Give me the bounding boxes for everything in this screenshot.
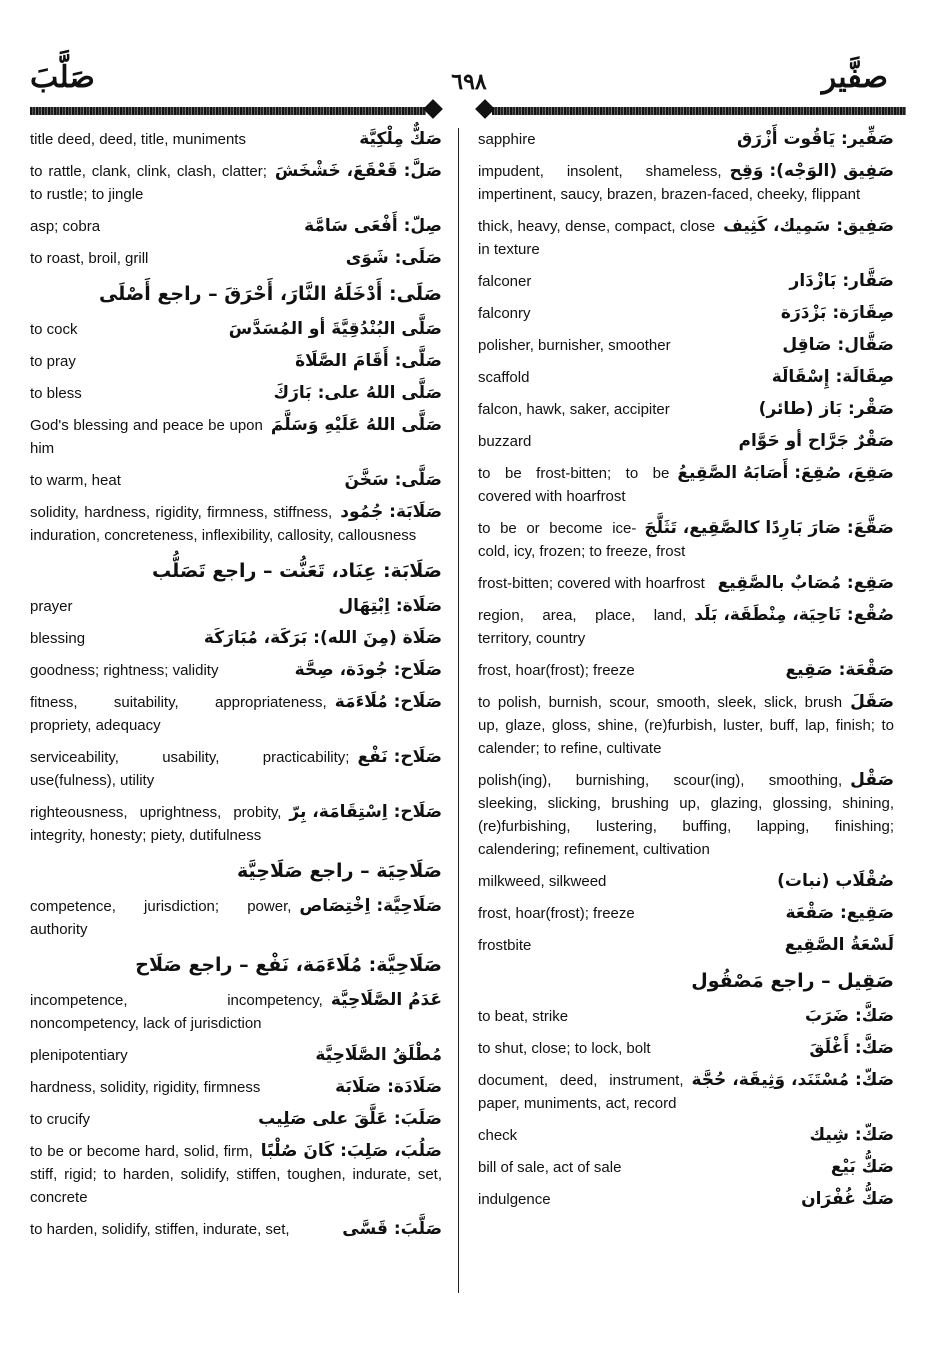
arabic-headword: صِقَارَة: بَزْدَرَة bbox=[780, 303, 894, 323]
english-definition: indulgence bbox=[478, 1191, 551, 1208]
english-definition: polish(ing), burnishing, scour(ing), smoothing, sleeking, slicking, brushing up, glazing, glossing, shining, (re)furbishing, lustering, buffing, lapping, finishing; calendering; refinement, cultivation bbox=[478, 772, 894, 858]
dictionary-entry bbox=[30, 627, 442, 650]
dictionary-entry bbox=[478, 1124, 894, 1147]
english-definition: competence, jurisdiction; power, authority bbox=[30, 898, 292, 938]
arabic-headword: صَقْل bbox=[850, 770, 894, 790]
dictionary-entry bbox=[478, 128, 894, 151]
dictionary-entry bbox=[30, 160, 442, 206]
arabic-headword: صَلَّى اللهُ على: بَارَكَ bbox=[273, 383, 442, 403]
dictionary-entry bbox=[478, 270, 894, 293]
english-definition: milkweed, silkweed bbox=[478, 873, 607, 890]
arabic-headword: صَقَّعَ: صَارَ بَارِدًا كالصَّقِيع، تَثَلَّجَ bbox=[644, 518, 894, 538]
english-definition: to cock bbox=[30, 321, 78, 338]
english-definition: plenipotentiary bbox=[30, 1047, 128, 1064]
english-definition: to rattle, clank, clink, clash, clatter; to rustle; to jingle bbox=[30, 163, 267, 203]
english-definition: scaffold bbox=[478, 369, 530, 386]
arabic-headword: صَقَّار: بَازْدَار bbox=[789, 271, 894, 291]
dictionary-entry bbox=[478, 160, 894, 206]
arabic-headword: مُطْلَقُ الصَّلَاحِيَّة bbox=[315, 1045, 442, 1065]
arabic-headword: عَدَمُ الصَّلَاحِيَّة bbox=[330, 990, 442, 1010]
dictionary-entry bbox=[478, 430, 894, 453]
arabic-headword: صَقْر: بَاز (طائر) bbox=[758, 399, 894, 419]
dictionary-entry bbox=[478, 691, 894, 760]
english-definition: righteousness, uprightness, probity, integrity, honesty; piety, dutifulness bbox=[30, 804, 282, 844]
arabic-headword: صَقِيل – راجع مَصْقُول bbox=[691, 970, 894, 992]
arabic-headword: صَكَّ: ضَرَبَ bbox=[804, 1006, 894, 1026]
english-definition: asp; cobra bbox=[30, 218, 101, 235]
arabic-headword: صَلَاحِيَّة: اِخْتِصَاص bbox=[299, 896, 442, 916]
english-definition: to roast, broil, grill bbox=[30, 250, 149, 267]
page-number: ٦٩٨ bbox=[451, 69, 487, 94]
dictionary-entry bbox=[30, 382, 442, 405]
english-definition: thick, heavy, dense, compact, close in texture bbox=[478, 218, 716, 258]
arabic-headword: صَلَاح: اِسْتِقَامَة، بِرّ bbox=[289, 802, 442, 822]
arabic-headword: صَفِّير: يَاقُوت أَزْرَق bbox=[736, 129, 894, 149]
english-definition: falcon, hawk, saker, accipiter bbox=[478, 401, 670, 418]
english-definition: to bless bbox=[30, 385, 82, 402]
arabic-headword: صَقَلَ bbox=[850, 692, 894, 712]
english-definition: buzzard bbox=[478, 433, 532, 450]
dictionary-entry bbox=[30, 556, 442, 586]
arabic-headword: صَقْرٌ جَرَّاح أو حَوَّام bbox=[738, 431, 894, 451]
english-definition: to be or become ice-cold, icy, frozen; to freeze, frost bbox=[478, 520, 686, 560]
arabic-headword: لَسْعَةُ الصَّقِيع bbox=[784, 935, 894, 955]
arabic-headword: صَكَّ: أَغْلَقَ bbox=[809, 1038, 894, 1058]
dictionary-entry bbox=[478, 334, 894, 357]
arabic-headword: صُقْع: نَاحِيَة، مِنْطَقَة، بَلَد bbox=[694, 605, 894, 625]
arabic-headword: صَلَاة (مِنَ الله): بَرَكَة، مُبَارَكَة bbox=[203, 628, 442, 648]
arabic-headword: صَلُبَ، صَلِبَ: كَانَ صُلْبًا bbox=[260, 1141, 442, 1161]
english-definition: title deed, deed, title, muniments bbox=[30, 131, 246, 148]
dictionary-entry bbox=[478, 1005, 894, 1028]
english-definition: hardness, solidity, rigidity, firmness bbox=[30, 1079, 261, 1096]
arabic-headword: صَقَّال: صَاقِل bbox=[782, 335, 894, 355]
arabic-headword: صَلَاحِيَّة: مُلَاءَمَة، نَفْع – راجع صَلَاح bbox=[135, 954, 442, 976]
dictionary-entry bbox=[30, 856, 442, 886]
diamond-ornament-icon bbox=[475, 99, 495, 119]
dictionary-entry bbox=[478, 1037, 894, 1060]
english-definition: to be frost-bitten; to be covered with hoarfrost bbox=[478, 465, 670, 505]
english-definition: falconer bbox=[478, 273, 532, 290]
english-definition: to shut, close; to lock, bolt bbox=[478, 1040, 651, 1057]
dictionary-entry bbox=[30, 1044, 442, 1067]
english-definition: polisher, burnisher, smoother bbox=[478, 337, 671, 354]
dictionary-entry bbox=[478, 659, 894, 682]
dictionary-entry bbox=[478, 966, 894, 996]
arabic-headword: صَلَى: شَوَى bbox=[345, 248, 442, 268]
dictionary-entry bbox=[30, 279, 442, 309]
arabic-headword: صَلَاح: نَفْع bbox=[357, 747, 442, 767]
arabic-headword: صَلَابَة: عِنَاد، تَعَنُّت – راجع تَصَلُّب bbox=[151, 560, 442, 582]
arabic-headword: صَفِيق (الوَجْه): وَقِح bbox=[729, 161, 894, 181]
english-definition: incompetence, incompetency, noncompetency, lack of jurisdiction bbox=[30, 992, 323, 1032]
dictionary-entry bbox=[30, 247, 442, 270]
english-definition: frostbite bbox=[478, 937, 532, 954]
dictionary-entry bbox=[478, 302, 894, 325]
dictionary-entry bbox=[30, 989, 442, 1035]
right-running-headword: صفَّير bbox=[821, 61, 888, 94]
english-definition: to beat, strike bbox=[478, 1008, 569, 1025]
dictionary-entry bbox=[478, 215, 894, 261]
dictionary-entry bbox=[478, 870, 894, 893]
english-definition: to pray bbox=[30, 353, 76, 370]
english-definition: frost, hoar(frost); freeze bbox=[478, 905, 635, 922]
arabic-headword: صَكُّ غُفْرَان bbox=[801, 1189, 894, 1209]
dictionary-entry bbox=[478, 769, 894, 861]
arabic-headword: صِقَالَة: إِسْقَالَة bbox=[771, 367, 894, 387]
english-definition: region, area, place, land, territory, country bbox=[478, 607, 687, 647]
dictionary-entry bbox=[478, 1188, 894, 1211]
header-rule-right bbox=[478, 104, 906, 118]
english-definition: falconry bbox=[478, 305, 531, 322]
english-definition: impudent, insolent, shameless, impertinent, saucy, brazen, brazen-faced, cheeky, flippant bbox=[478, 163, 861, 203]
arabic-headword: صَكّ: شِيك bbox=[809, 1125, 894, 1145]
english-definition: blessing bbox=[30, 630, 86, 647]
english-definition: solidity, hardness, rigidity, firmness, stiffness, induration, concreteness, inflexibility, callosity, callousness bbox=[30, 504, 417, 544]
arabic-headword: صَلَاة: اِبْتِهَال bbox=[338, 596, 442, 616]
dictionary-entry bbox=[30, 746, 442, 792]
arabic-headword: صَلَّى اللهُ عَلَيْهِ وَسَلَّمَ bbox=[270, 415, 442, 435]
arabic-headword: صَلَابَة: جُمُود bbox=[340, 502, 442, 522]
english-definition: to be or become hard, solid, firm, stiff, rigid; to harden, solidify, stiffen, toughen, indurate, set, concrete bbox=[30, 1143, 442, 1206]
diamond-ornament-icon bbox=[423, 99, 443, 119]
english-definition: sapphire bbox=[478, 131, 536, 148]
right-column bbox=[478, 128, 894, 1220]
english-definition: document, deed, instrument, paper, muniments, act, record bbox=[478, 1072, 684, 1112]
dictionary-entry bbox=[30, 801, 442, 847]
arabic-headword: صَقْعَة: صَقِيع bbox=[785, 660, 894, 680]
arabic-headword: صَلَّى البُنْدُقِيَّةَ أو المُسَدَّسَ bbox=[228, 319, 442, 339]
arabic-headword: صَفِيق: سَمِيك، كَثِيف bbox=[723, 216, 894, 236]
english-definition: serviceability, usability, practicability; use(fulness), utility bbox=[30, 749, 350, 789]
column-divider bbox=[458, 128, 459, 1293]
english-definition: to polish, burnish, scour, smooth, sleek, slick, brush up, glaze, gloss, shine, (re)furbish, luster, buff, lap, finish; to calender; to refine, cultivate bbox=[478, 694, 894, 757]
dictionary-entry bbox=[30, 318, 442, 341]
arabic-headword: صُقْلَاب (نبات) bbox=[777, 871, 894, 891]
dictionary-entry bbox=[30, 595, 442, 618]
english-definition: to crucify bbox=[30, 1111, 91, 1128]
english-definition: God's blessing and peace be upon him bbox=[30, 417, 263, 457]
dictionary-entry bbox=[30, 414, 442, 460]
arabic-headword: صَلَّى: سَخَّنَ bbox=[344, 470, 442, 490]
dictionary-entry bbox=[30, 1108, 442, 1131]
arabic-headword: صَلَّ: قَعْقَعَ، خَشْخَشَ bbox=[274, 161, 442, 181]
arabic-headword: صَكّ: مُسْتَنَد، وَثِيقَة، حُجَّة bbox=[691, 1070, 894, 1090]
arabic-headword: صَلَّى: أَقَامَ الصَّلَاةَ bbox=[295, 351, 442, 371]
arabic-headword: صَقِعَ، صُقِعَ: أَصَابَهُ الصَّقِيعُ bbox=[677, 463, 894, 483]
arabic-headword: صَلَبَ: عَلَّقَ على صَلِيب bbox=[258, 1109, 442, 1129]
dictionary-entry bbox=[478, 398, 894, 421]
dictionary-entry bbox=[30, 1140, 442, 1209]
arabic-headword: صَلَاح: جُودَة، صِحَّة bbox=[294, 660, 442, 680]
english-definition: frost, hoar(frost); freeze bbox=[478, 662, 635, 679]
arabic-headword: صَلَادَة: صَلَابَة bbox=[335, 1077, 442, 1097]
dictionary-entry bbox=[30, 215, 442, 238]
dictionary-entry bbox=[478, 366, 894, 389]
left-column bbox=[30, 128, 442, 1250]
left-running-headword: صَلَّبَ bbox=[30, 61, 95, 94]
english-definition: bill of sale, act of sale bbox=[478, 1159, 622, 1176]
dictionary-entry bbox=[30, 895, 442, 941]
arabic-headword: صِلّ: أَفْعَى سَامَّة bbox=[304, 216, 442, 236]
english-definition: frost-bitten; covered with hoarfrost bbox=[478, 575, 705, 592]
english-definition: to harden, solidify, stiffen, indurate, set, bbox=[30, 1221, 290, 1238]
dictionary-entry bbox=[478, 572, 894, 595]
arabic-headword: صَكُّ بَيْع bbox=[830, 1157, 894, 1177]
arabic-headword: صَقِيع: صَقْعَة bbox=[785, 903, 894, 923]
arabic-headword: صَلَاح: مُلَاءَمَة bbox=[334, 692, 442, 712]
english-definition: to warm, heat bbox=[30, 472, 121, 489]
dictionary-entry bbox=[30, 950, 442, 980]
dictionary-entry bbox=[30, 128, 442, 151]
arabic-headword: صَكٌّ مِلْكِيَّة bbox=[359, 129, 442, 149]
english-definition: goodness; rightness; validity bbox=[30, 662, 219, 679]
english-definition: prayer bbox=[30, 598, 73, 615]
english-definition: fitness, suitability, appropriateness, propriety, adequacy bbox=[30, 694, 327, 734]
dictionary-entry bbox=[478, 517, 894, 563]
dictionary-entry bbox=[478, 902, 894, 925]
dictionary-entry bbox=[478, 1156, 894, 1179]
dictionary-entry bbox=[30, 691, 442, 737]
dictionary-entry bbox=[30, 659, 442, 682]
dictionary-entry bbox=[30, 1076, 442, 1099]
dictionary-entry bbox=[30, 501, 442, 547]
arabic-headword: صَلَّبَ: قَسَّى bbox=[342, 1219, 442, 1239]
dictionary-entry bbox=[30, 1218, 442, 1241]
english-definition: check bbox=[478, 1127, 518, 1144]
dictionary-entry bbox=[30, 350, 442, 373]
dictionary-entry bbox=[478, 1069, 894, 1115]
header-rule-left bbox=[30, 104, 440, 118]
dictionary-entry bbox=[478, 934, 894, 957]
arabic-headword: صَلَاحِيَة – راجع صَلَاحِيَّة bbox=[237, 860, 442, 882]
dictionary-entry bbox=[30, 469, 442, 492]
arabic-headword: صَقِع: مُصَابٌ بالصَّقِيع bbox=[717, 573, 894, 593]
dictionary-entry bbox=[478, 462, 894, 508]
arabic-headword: صَلَى: أَدْخَلَهُ النَّارَ، أَحْرَقَ – راجع أَصْلَى bbox=[98, 283, 442, 305]
dictionary-entry bbox=[478, 604, 894, 650]
